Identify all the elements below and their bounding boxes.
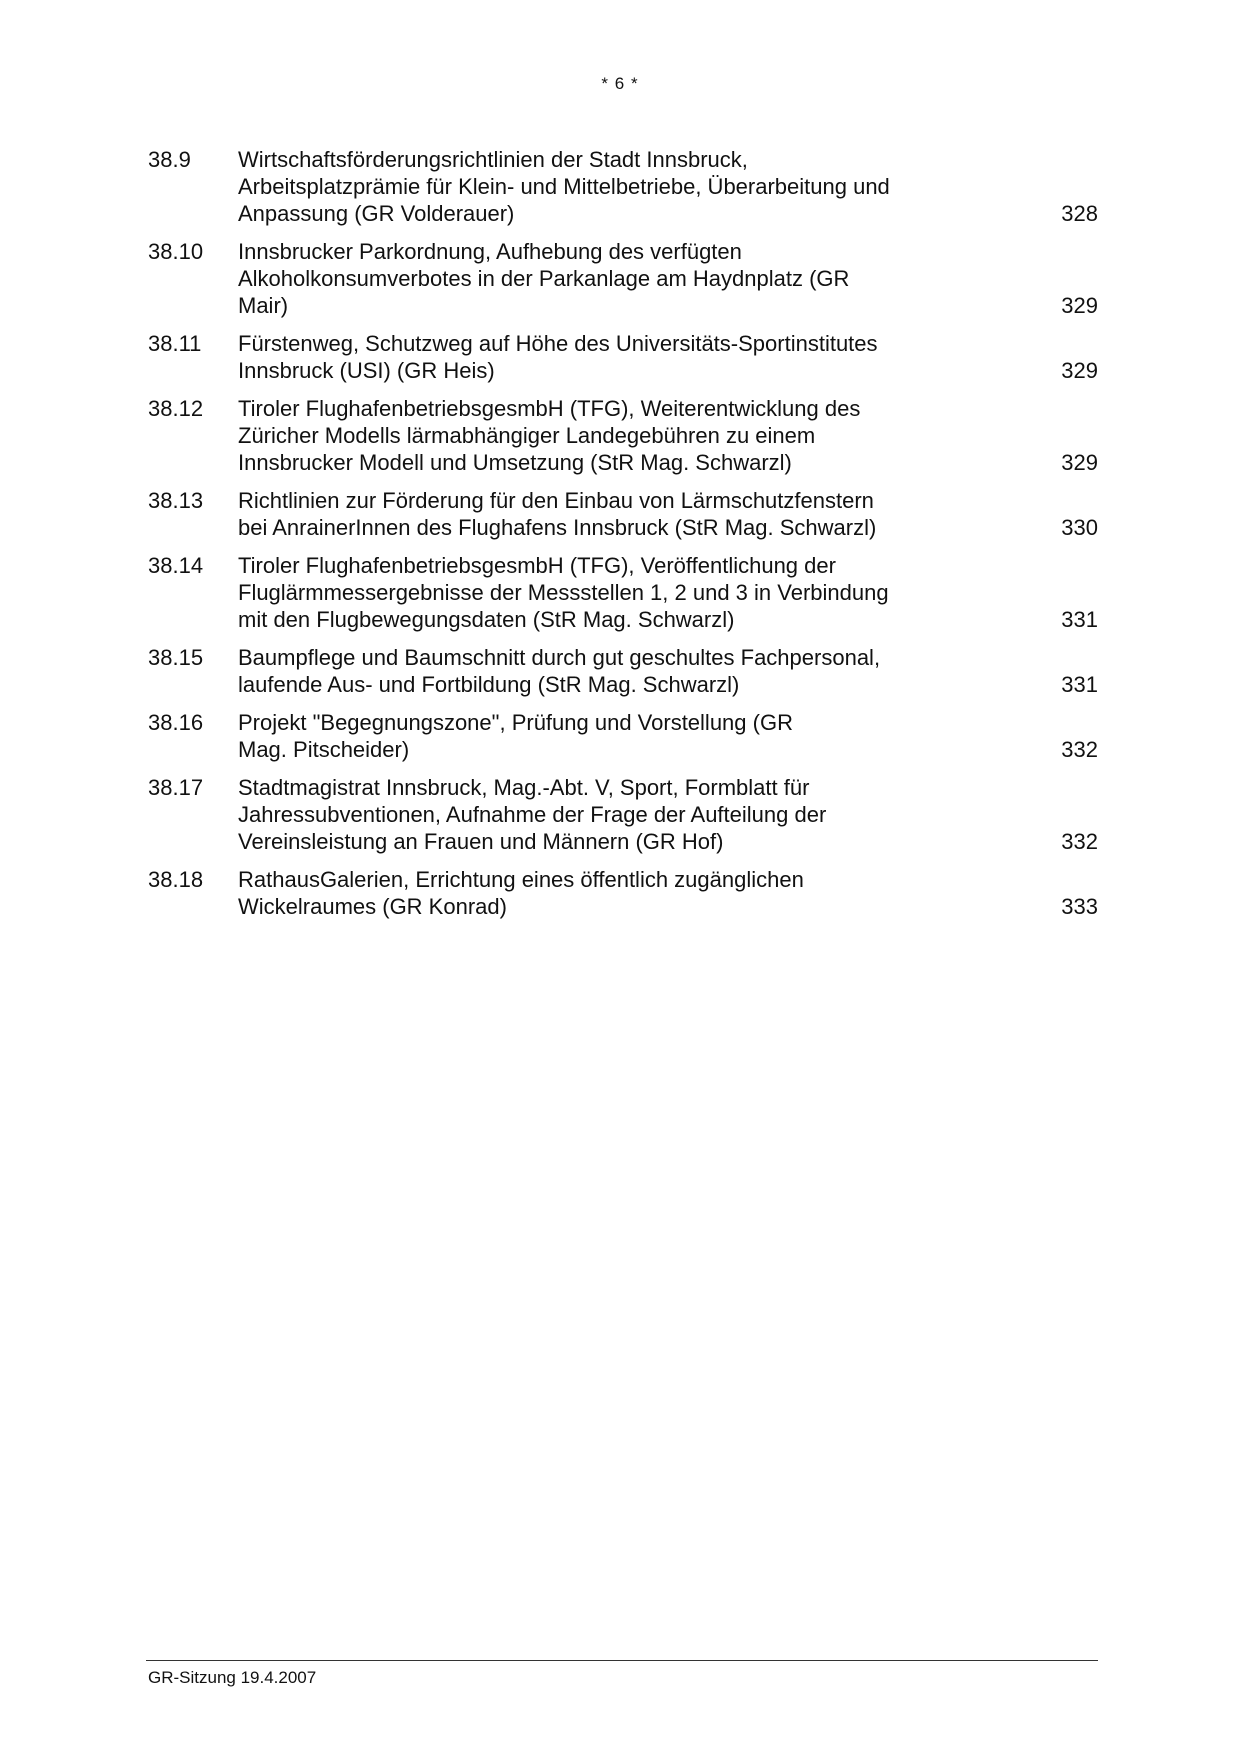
entry-page: 332 bbox=[1061, 737, 1098, 762]
page-number: * 6 * bbox=[601, 74, 639, 93]
toc-entry bbox=[148, 866, 1098, 920]
entry-title: Richtlinien zur Förderung für den Einbau von Lärmschutzfenstern bei AnrainerInnen des Flughafens Innsbruck (StR Mag. Schwarzl) bbox=[238, 488, 877, 540]
entry-page: 329 bbox=[1061, 450, 1098, 475]
entry-number: 38.15 bbox=[148, 645, 204, 670]
entry-number: 38.16 bbox=[148, 710, 204, 735]
footer-text: GR-Sitzung 19.4.2007 bbox=[148, 1668, 317, 1687]
entry-title: Projekt "Begegnungszone", Prüfung und Vorstellung (GR Mag. Pitscheider) bbox=[238, 710, 793, 762]
toc-entry bbox=[148, 552, 1098, 633]
entry-title: Wirtschaftsförderungsrichtlinien der Stadt Innsbruck, Arbeitsplatzprämie für Klein- und Mittelbetriebe, Überarbeitung und Anpassung (GR Volderauer) bbox=[238, 147, 890, 226]
toc-entry bbox=[148, 774, 1098, 855]
entry-page: 332 bbox=[1061, 829, 1098, 854]
entry-number: 38.13 bbox=[148, 488, 204, 513]
entry-number: 38.11 bbox=[148, 331, 202, 356]
toc-entry bbox=[148, 395, 1098, 476]
entry-page: 328 bbox=[1061, 201, 1098, 226]
toc-entry bbox=[148, 238, 1098, 319]
entry-number: 38.10 bbox=[148, 239, 204, 264]
entry-page: 331 bbox=[1061, 607, 1098, 632]
entry-number: 38.18 bbox=[148, 867, 204, 892]
entry-title: Stadtmagistrat Innsbruck, Mag.-Abt. V, Sport, Formblatt für Jahressubventionen, Aufnahme der Frage der Aufteilung der Vereinsleistung an Frauen und Männern (GR Hof) bbox=[238, 775, 827, 854]
entry-page: 329 bbox=[1061, 293, 1098, 318]
entry-page: 333 bbox=[1061, 894, 1098, 919]
entry-title: Tiroler FlughafenbetriebsgesmbH (TFG), Veröffentlichung der Fluglärmmessergebnisse der Messstellen 1, 2 und 3 in Verbindung mit den Flugbewegungsdaten (StR Mag. Schwarzl) bbox=[238, 553, 889, 632]
entry-number: 38.14 bbox=[148, 553, 204, 578]
toc-entry bbox=[148, 709, 1098, 763]
toc-entry bbox=[148, 644, 1098, 698]
entry-page: 331 bbox=[1061, 672, 1098, 697]
entry-title: Innsbrucker Parkordnung, Aufhebung des verfügten Alkoholkonsumverbotes in der Parkanlage am Haydnplatz (GR Mair) bbox=[238, 239, 850, 318]
toc-entry bbox=[148, 487, 1098, 541]
table-of-contents bbox=[148, 146, 1098, 931]
entry-number: 38.12 bbox=[148, 396, 204, 421]
toc-entry bbox=[148, 330, 1098, 384]
entry-title: RathausGalerien, Errichtung eines öffentlich zugänglichen Wickelraumes (GR Konrad) bbox=[238, 867, 804, 919]
toc-entry bbox=[148, 146, 1098, 227]
entry-page: 330 bbox=[1061, 515, 1098, 540]
entry-number: 38.17 bbox=[148, 775, 204, 800]
footer-divider bbox=[146, 1660, 1098, 1661]
entry-number: 38.9 bbox=[148, 147, 191, 172]
entry-page: 329 bbox=[1061, 358, 1098, 383]
entry-title: Baumpflege und Baumschnitt durch gut geschultes Fachpersonal, laufende Aus- und Fortbildung (StR Mag. Schwarzl) bbox=[238, 645, 881, 697]
entry-title: Tiroler FlughafenbetriebsgesmbH (TFG), Weiterentwicklung des Züricher Modells lärmabhängiger Landegebühren zu einem Innsbrucker Modell und Umsetzung (StR Mag. Schwarzl) bbox=[238, 396, 861, 475]
entry-title: Fürstenweg, Schutzweg auf Höhe des Universitäts-Sportinstitutes Innsbruck (USI) (GR Heis) bbox=[238, 331, 878, 383]
